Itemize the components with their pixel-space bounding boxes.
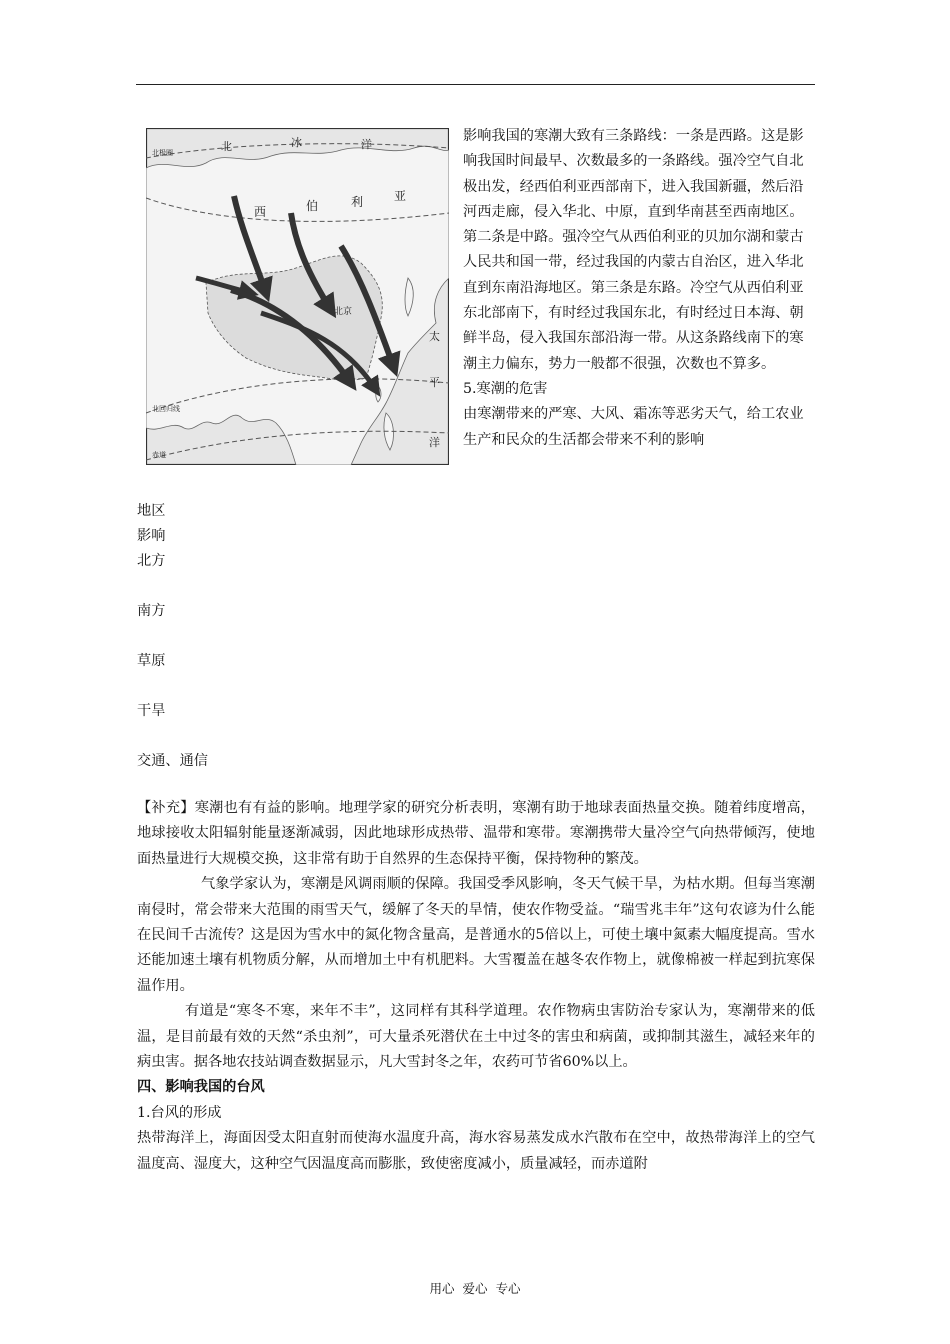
map-label-bo: 伯 xyxy=(306,199,319,213)
meteorologist-paragraph: 气象学家认为，寒潮是风调雨顺的保障。我国受季风影响，冬天气候干旱，为枯水期。但每当寒潮南侵时，常会带来大范围的雨雪天气，缓解了冬天的旱情，使农作物受益。“瑞雪兆丰年”这句农谚为什么能在民间千古流传？这是因为雪水中的氮化物含量高，是普通水的5倍以上，可使土壤中氮素大幅度提高。雪水还能加速土壤有机物质分解，从而增加土中有机肥料。大雪覆盖在越冬农作物上，就像棉被一样起到抗寒保温作用。 xyxy=(137,876,815,994)
table-header-region: 地区 xyxy=(137,503,166,519)
table-row-south: 南方 xyxy=(137,603,166,619)
table-row-north: 北方 xyxy=(137,553,166,569)
cold-wave-route-map xyxy=(146,128,449,465)
map-label-equator: 赤道 xyxy=(152,451,166,459)
map-label-arctic-circle: 北极圈 xyxy=(152,149,173,157)
formation-paragraph: 热带海洋上，海面因受太阳直射而使海水温度升高，海水容易蒸发成水汽散布在空中，故热带海洋上的空气温度高、湿度大，这种空气因温度高而膨胀，致使密度减小，质量减轻，而赤道附 xyxy=(137,1130,815,1172)
map-label-xi: 西 xyxy=(254,205,267,219)
map-label-tropic: 北回归线 xyxy=(152,405,180,413)
map-label-beijing: 北京 xyxy=(334,307,353,317)
table-row-grassland: 草原 xyxy=(137,653,166,669)
section-heading-typhoon: 四、影响我国的台风 xyxy=(137,1079,265,1096)
map-label-li: 利 xyxy=(351,195,364,209)
routes-paragraph: 影响我国的寒潮大致有三条路线：一条是西路。这是影响我国时间最早、次数最多的一条路线。强冷空气自北极出发，经西伯利亚西部南下，进入我国新疆，然后沿河西走廊，侵入华北、中原，直到华南甚至西南地区。第二条是中路。强冷空气从西伯利亚的贝加尔湖和蒙古人民共和国一带，经过我国的内蒙古自治区，进入华北直到东南沿海地区。第三条是东路。冷空气从西伯利亚东北部南下，有时经过我国东北，有时经过日本海、朝鲜半岛，侵入我国东部沿海一带。从这条路线南下的寒潮主力偏东，势力一般都不很强，次数也不算多。 xyxy=(463,128,804,372)
harm-heading: 5.寒潮的危害 xyxy=(463,380,548,397)
map-label-yang2: 洋 xyxy=(429,436,440,449)
sub-heading-formation: 1.台风的形成 xyxy=(137,1104,222,1121)
cold-wave-routes-text xyxy=(463,124,815,453)
map-label-north: 北 xyxy=(221,140,232,153)
table-header-impact: 影响 xyxy=(137,528,166,544)
map-label-bing: 冰 xyxy=(291,136,302,149)
supplement-paragraph: 【补充】寒潮也有有益的影响。地理学家的研究分析表明，寒潮有助于地球表面热量交换。随着纬度增高，地球接收太阳辐射能量逐渐减弱，因此地球形成热带、温带和寒带。寒潮携带大量冷空气向热带倾泻，使地面热量进行大规模交换，这非常有助于自然界的生态保持平衡，保持物种的繁茂。 xyxy=(137,800,815,867)
table-row-drought: 干旱 xyxy=(137,703,166,719)
pest-paragraph: 有道是“寒冬不寒，来年不丰”，这同样有其科学道理。农作物病虫害防治专家认为，寒潮带来的低温，是目前最有效的天然“杀虫剂”，可大量杀死潜伏在土中过冬的害虫和病菌，或抑制其滋生，减轻来年的病虫害。据各地农技站调查数据显示，凡大雪封冬之年，农药可节省60%以上。 xyxy=(137,1003,815,1071)
table-row-transport: 交通、通信 xyxy=(137,753,208,769)
map-label-tai: 太 xyxy=(429,330,440,343)
map-label-ya: 亚 xyxy=(394,189,407,203)
main-body-text xyxy=(137,796,815,1177)
header-rule xyxy=(136,84,815,85)
map-label-ping: 平 xyxy=(429,376,440,389)
page-footer: 用心 爱心 专心 xyxy=(429,1281,521,1296)
harm-paragraph: 由寒潮带来的严寒、大风、霜冻等恶劣天气，给工农业生产和民众的生活都会带来不利的影响 xyxy=(463,406,804,448)
map-label-yang: 洋 xyxy=(361,138,372,151)
